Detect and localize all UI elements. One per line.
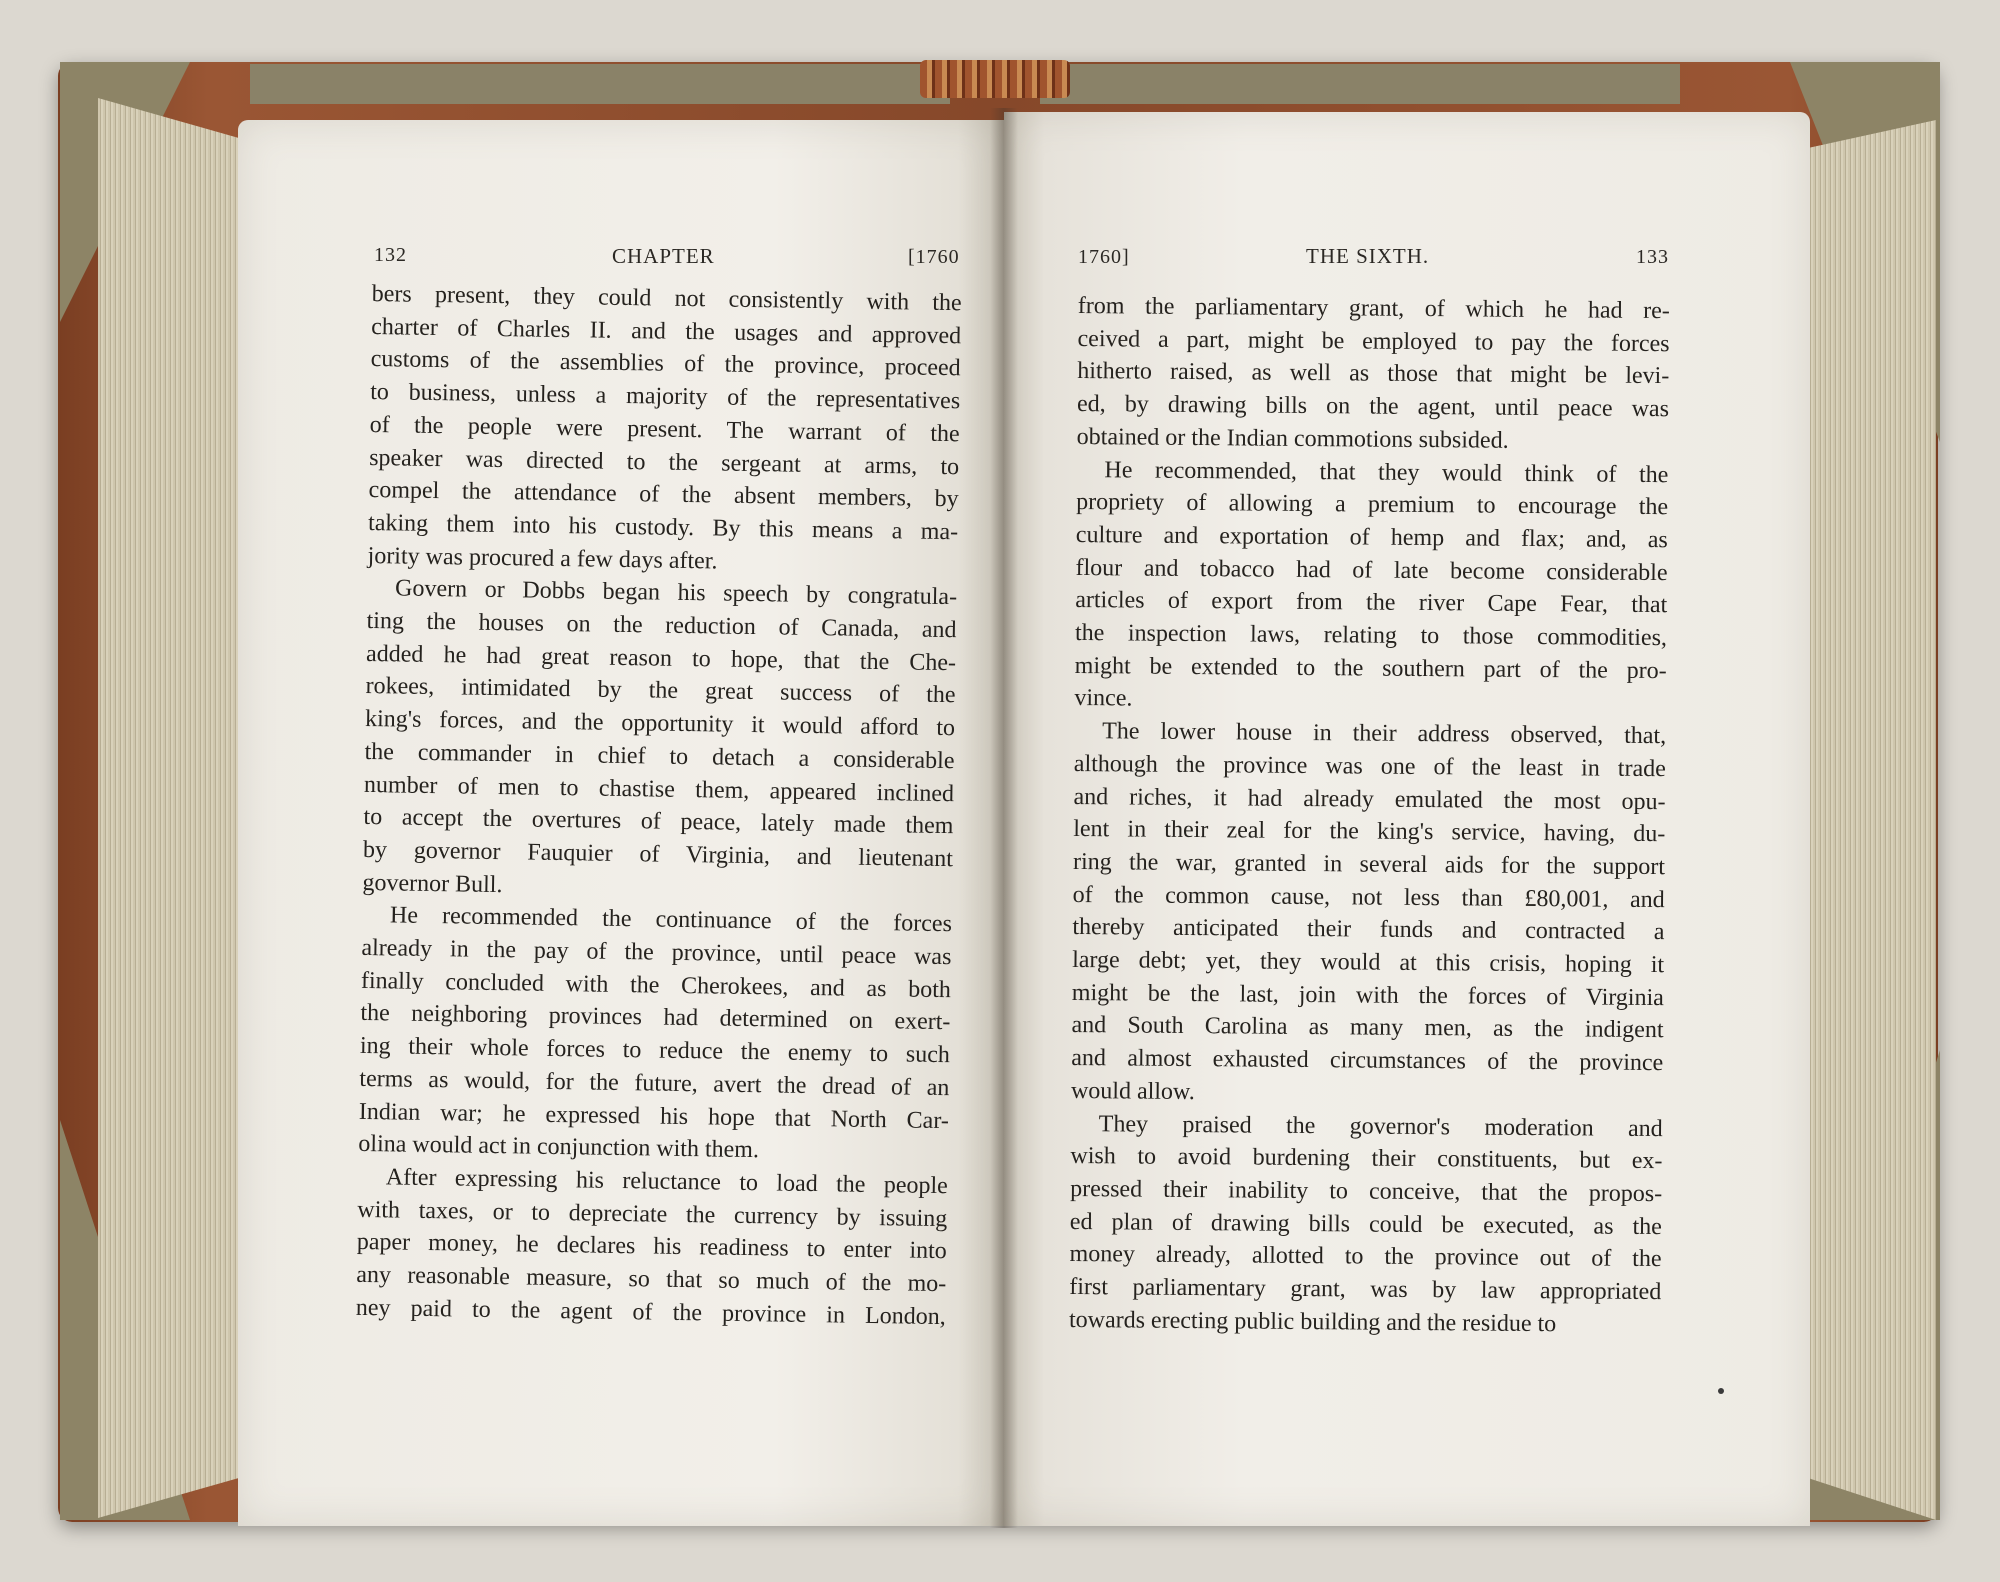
text-line: would allow. — [1070, 1077, 1195, 1105]
text-line: ring the war, granted in several aids for the support — [1072, 848, 1666, 881]
text-line: articles of export from the river Cape Fear, that — [1075, 587, 1668, 619]
text-line: He recommended the continuance of the forces — [389, 902, 953, 938]
text-line: They praised the governor's moderation and — [1098, 1110, 1663, 1142]
text-line: and almost exhausted circumstances of the province — [1071, 1045, 1664, 1077]
right-running-head: THE SIXTH. — [1306, 244, 1430, 268]
page-edges-right — [1808, 120, 1936, 1520]
text-line: bers present, they could not consistently with the — [371, 280, 962, 317]
text-line: first parliamentary grant, was by law appropriated — [1069, 1274, 1662, 1306]
text-line: He recommended, that they would think of the — [1104, 456, 1669, 488]
text-line: might be extended to the southern part of the pro- — [1074, 652, 1667, 684]
text-line: number of men to chastise them, appeared inclined — [363, 771, 955, 807]
right-page-body — [1069, 290, 1670, 1342]
text-line: vince. — [1074, 685, 1133, 712]
text-line: ed plan of drawing bills could be executed, as the — [1069, 1208, 1662, 1240]
text-line: large debt; yet, they would at this crisis, hoping it — [1072, 947, 1665, 979]
text-line: the commander in chief to detach a considerable — [364, 738, 955, 775]
text-line: of the people were present. The warrant of the — [369, 411, 960, 448]
spine-headband — [920, 60, 1070, 98]
text-line: propriety of allowing a premium to encourage the — [1076, 489, 1669, 521]
text-line: the inspection laws, relating to those commodities, — [1074, 620, 1668, 652]
text-line: olina would act in conjunction with them. — [358, 1131, 760, 1164]
left-running-head: CHAPTER — [612, 244, 715, 268]
right-page-number: 133 — [1636, 246, 1669, 268]
text-line: After expressing his reluctance to load the people — [385, 1164, 949, 1200]
text-line: added he had great reason to hope, that the Che- — [365, 640, 957, 676]
left-page-body — [356, 278, 962, 1334]
text-line: culture and exportation of hemp and flax; and, as — [1075, 521, 1668, 554]
text-line: terms as would, for the future, avert the dread of an — [359, 1065, 950, 1102]
text-line: thereby anticipated their funds and contracted a — [1072, 914, 1665, 946]
text-line: Indian war; he expressed his hope that North Car- — [358, 1098, 950, 1134]
text-line: The lower house in their address observed, that, — [1102, 718, 1667, 750]
text-line: wish to avoid burdening their constituents, but ex- — [1070, 1143, 1663, 1175]
text-line: towards erecting public building and the residue to — [1068, 1306, 1557, 1338]
text-line: rokees, intimidated by the great success of the — [365, 673, 956, 709]
text-line: and South Carolina as many men, as the indigent — [1071, 1012, 1664, 1044]
text-line: to business, unless a majority of the representatives — [370, 379, 961, 415]
text-line: ting the houses on the reduction of Canada, and — [366, 607, 957, 644]
text-line: ney paid to the agent of the province in London, — [355, 1294, 946, 1330]
text-line: ed, by drawing bills on the agent, until peace was — [1076, 391, 1670, 423]
text-line: although the province was one of the least in trade — [1073, 750, 1666, 782]
text-line: from the parliamentary grant, of which he had re- — [1077, 292, 1670, 325]
text-line: ing their whole forces to reduce the enemy to such — [359, 1033, 951, 1069]
text-line: pressed their inability to conceive, that the propos- — [1070, 1175, 1663, 1208]
left-page-year: [1760 — [908, 246, 960, 268]
cover-cloth-top-right — [1040, 64, 1680, 104]
text-line: finally concluded with the Cherokees, and as both — [360, 967, 952, 1003]
text-line: charter of Charles II. and the usages and approved — [371, 313, 962, 349]
right-page-year: 1760] — [1078, 246, 1130, 268]
text-line: jority was procured a few days after. — [367, 542, 718, 575]
text-line: obtained or the Indian commotions subsided. — [1076, 423, 1509, 454]
text-line: already in the pay of the province, until peace was — [361, 934, 952, 971]
text-line: governor Bull. — [362, 869, 503, 898]
text-line: with taxes, or to depreciate the currency by issuing — [357, 1196, 948, 1232]
text-line: by governor Fauquier of Virginia, and lieutenant — [362, 836, 954, 873]
text-line: and riches, it had already emulated the most opu- — [1073, 783, 1666, 815]
text-line: hitherto raised, as well as those that might be levi- — [1077, 358, 1670, 390]
text-line: the neighboring provinces had determined on exert- — [360, 1000, 951, 1036]
book-gutter — [990, 108, 1018, 1528]
text-line: paper money, he declares his readiness to enter into — [356, 1229, 947, 1265]
text-line: to accept the overtures of peace, lately made them — [363, 804, 954, 840]
text-line: customs of the assemblies of the province, proceed — [370, 346, 961, 382]
text-line: ceived a part, might be employed to pay the forces — [1077, 325, 1670, 357]
left-page-number: 132 — [374, 244, 407, 266]
text-line: any reasonable measure, so that so much of the mo- — [356, 1261, 947, 1298]
cover-cloth-top-left — [250, 64, 950, 104]
text-line: taking them into his custody. By this means a ma- — [367, 509, 959, 546]
text-line: flour and tobacco had of late become considerable — [1075, 554, 1668, 586]
text-line: might be the last, join with the forces of Virginia — [1071, 979, 1664, 1011]
text-line: of the common cause, not less than £80,001, and — [1072, 881, 1665, 913]
page-edges-left — [98, 98, 248, 1518]
text-line: king's forces, and the opportunity it would afford to — [364, 706, 956, 742]
text-line: compel the attendance of the absent members, by — [368, 477, 959, 513]
text-line: speaker was directed to the sergeant at arms, to — [368, 444, 960, 480]
text-line: Govern or Dobbs began his speech by congratula- — [394, 575, 958, 611]
text-line: lent in their zeal for the king's service, having, du- — [1073, 816, 1666, 848]
text-line: money already, allotted to the province out of the — [1069, 1241, 1662, 1273]
ink-spot — [1718, 1388, 1724, 1394]
